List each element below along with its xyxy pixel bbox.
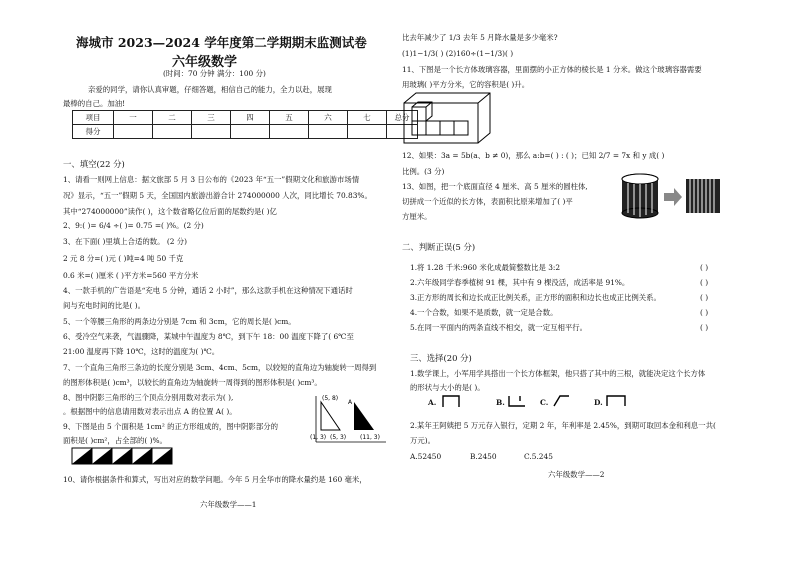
- choice-q1-line: 的形状与大小的是( )。: [410, 383, 485, 392]
- judge-blank[interactable]: ( ): [700, 308, 709, 317]
- intro-line-2: 最棒的自己。加油!: [63, 99, 126, 108]
- section-judge-title: 二、判断正误(5 分): [402, 242, 476, 252]
- exam-subtitle: 六年级数学: [172, 55, 238, 70]
- choice-q2-line: 2.某年王阿姨把 5 万元存入银行，定期 2 年，年利率是 2.45%，到期可取回本金和利息一共(: [410, 421, 716, 430]
- score-header-cell: 四: [231, 111, 270, 125]
- text-line: 间与充电时间的比是( )。: [63, 301, 146, 310]
- score-header-cell: 一: [114, 111, 153, 125]
- coord-label: (1, 3): [310, 434, 327, 441]
- page-footer-left: 六年级数学——1: [200, 500, 257, 509]
- q13-line: 13、如图，把一个底面直径 4 厘米、高 5 厘米的圆柱体,: [402, 182, 588, 191]
- intro-line-1: 亲爱的同学，请你认真审题，仔细答题，相信自己的能力，全力以赴，展现: [88, 85, 332, 94]
- text-line: 的图形体积是( )cm³，以较长的直角边为轴旋转一周得到的图形体积是( )cm³。: [63, 378, 322, 387]
- score-cell[interactable]: [153, 125, 192, 139]
- text-line: 面积是( )cm²，占全部的( )%。: [63, 436, 167, 445]
- text-line: 况》显示，“五一”假期 5 天，全国国内旅游出游合计 274000000 人次，同比增长 70.83%。: [63, 191, 372, 200]
- q13-line: 切拼成一个近似的长方体，表面积比原来增加了( )平: [402, 197, 573, 206]
- score-table: [72, 110, 418, 139]
- frame-shape-c-icon: [552, 395, 570, 407]
- score-header-cell: 项目: [73, 111, 114, 125]
- q12-line-2: 比例。(3 分): [402, 167, 445, 176]
- judge-item: 4.一个合数，如果不是质数，就一定是合数。: [410, 308, 558, 317]
- score-header-cell: 二: [153, 111, 192, 125]
- text-line: 3、在下面( )里填上合适的数。 (2 分): [63, 237, 188, 246]
- judge-blank[interactable]: ( ): [700, 293, 709, 302]
- text-line: 21:00 温度再下降 10℃，这时的温度为( )℃。: [63, 347, 220, 356]
- choice-option[interactable]: C.5.245: [524, 452, 553, 461]
- frame-shape-b-icon: [508, 395, 526, 407]
- text-line: 5、一个等腰三角形的两条边分别是 7cm 和 3cm，它的周长是( )cm。: [63, 317, 296, 326]
- text-line: 。根据图中的信息请用数对表示出点 A 的位置 A( )。: [63, 407, 237, 416]
- section-fill-title: 一、填空(22 分): [63, 159, 125, 169]
- page-footer-right: 六年级数学——2: [548, 470, 605, 479]
- text-line: 0.6 米=( )厘米 ( )平方米=560 平方分米: [63, 271, 199, 280]
- option-b[interactable]: B.: [496, 398, 505, 407]
- choice-q2-line: 万元)。: [410, 436, 436, 445]
- text-line: 6、受冷空气来袭，气温骤降，某城中午温度为 8℃，到下午 18：00 温度下降了( 6℃至: [63, 332, 354, 341]
- choice-option[interactable]: A.52450: [410, 452, 442, 461]
- text-line: 7、一个直角三角形三条边的长度分别是 3cm、4cm、5cm，以较短的直角边为轴旋转一周得到: [63, 363, 377, 372]
- text-line: 2、9:( )= 6/4 ÷( )= 0.75 =( )%。(2 分): [63, 221, 204, 230]
- judge-blank[interactable]: ( ): [700, 278, 709, 287]
- text-line: 其中“274000000”读作( )，这个数省略亿位后面的尾数约是( )亿: [63, 207, 277, 216]
- section-choice-title: 三、选择(20 分): [410, 353, 472, 363]
- time-score-line: (时间：70 分钟 满分：100 分): [163, 69, 266, 78]
- q11-glass-container-figure: [404, 93, 492, 145]
- score-cell[interactable]: [270, 125, 309, 139]
- option-c[interactable]: C.: [540, 398, 549, 407]
- frame-shape-a-icon: [442, 395, 460, 407]
- score-cell[interactable]: [192, 125, 231, 139]
- judge-item: 3.正方形的周长和边长成正比例关系，正方形的面积和边长也成正比例关系。: [410, 293, 661, 302]
- judge-blank[interactable]: ( ): [700, 263, 709, 272]
- score-header-cell: 五: [270, 111, 309, 125]
- text-line: 9、下图是由 5 个面积是 1cm² 的正方形组成的，图中阴影部分的: [63, 422, 278, 431]
- q8-coordinate-figure: [308, 392, 388, 458]
- text-line: 8、图中阴影三角形的三个顶点分别用数对表示为( ),: [63, 393, 234, 402]
- score-row-label: 得分: [73, 125, 114, 139]
- score-cell[interactable]: [309, 125, 348, 139]
- coord-label: (5, 3): [330, 434, 347, 441]
- text-line: 11、下图是一个长方体玻璃容器，里面摆的小正方体的棱长是 1 分米。做这个玻璃容器需要: [402, 65, 702, 74]
- q9-squares-figure: [72, 448, 172, 465]
- option-d[interactable]: D.: [594, 398, 603, 407]
- text-line: (1)1−1/3( ) (2)160÷(1−1/3)( ): [402, 49, 514, 58]
- text-line: 用玻璃( )平方分米，它的容积是( )升。: [402, 80, 530, 89]
- score-header-cell: 三: [192, 111, 231, 125]
- q13-line: 方厘米。: [402, 212, 432, 221]
- coord-label: (11, 3): [360, 434, 380, 441]
- text-line: 比去年减少了 1/3 去年 5 月降水量是多少毫米?: [402, 33, 558, 42]
- judge-blank[interactable]: ( ): [700, 323, 709, 332]
- text-line: 4、一款手机的广告语是“充电 5 分钟，通话 2 小时”，那么这款手机在这种情况下通话时: [63, 286, 353, 295]
- judge-item: 1.将 1.28 千米:960 米化成最简整数比是 3:2: [410, 263, 561, 272]
- q12-line: 12、如果：3a = 5b(a、b ≠ 0)，那么 a:b=( ) : ( )；已知 2/7 = 7x 和 y 成( ): [402, 151, 665, 160]
- score-header-cell: 六: [309, 111, 348, 125]
- choice-q1-line: 1.数学课上，小军用学具搭出一个长方体框架，他只搭了其中的三根，就能决定这个长方体: [410, 369, 706, 378]
- score-cell[interactable]: [231, 125, 270, 139]
- judge-item: 5.在同一平面内的两条直线不相交，就一定互相平行。: [410, 323, 588, 332]
- text-line: 1、请看一则网上信息：据文旅部 5 月 3 日公布的《2023 年“五一”假期文化和旅游市场情: [63, 175, 360, 184]
- frame-shape-d-icon: [606, 395, 626, 407]
- score-header-cell: 七: [348, 111, 387, 125]
- choice-option[interactable]: B.2450: [470, 452, 497, 461]
- score-cell[interactable]: [114, 125, 153, 139]
- text-line: 2 元 8 分=( )元 ( )吨=4 吨 50 千克: [63, 254, 184, 263]
- text-line: 10、请你根据条件和算式，写出对应的数学问题。今年 5 月全华市的降水量约是 160 毫米，: [63, 475, 367, 484]
- q13-cylinder-figure: [620, 173, 724, 219]
- judge-item: 2.六年级同学春季植树 91 棵，其中有 9 棵没活，成活率是 91%。: [410, 278, 630, 287]
- option-a[interactable]: A.: [428, 398, 437, 407]
- coord-label: (5, 8): [322, 395, 339, 402]
- score-cell[interactable]: [348, 125, 387, 139]
- score-header-cell: 总分: [387, 111, 418, 125]
- point-a-label: A: [348, 399, 353, 406]
- exam-title: 海城市 2023—2024 学年度第二学期期末监测试卷: [76, 35, 367, 50]
